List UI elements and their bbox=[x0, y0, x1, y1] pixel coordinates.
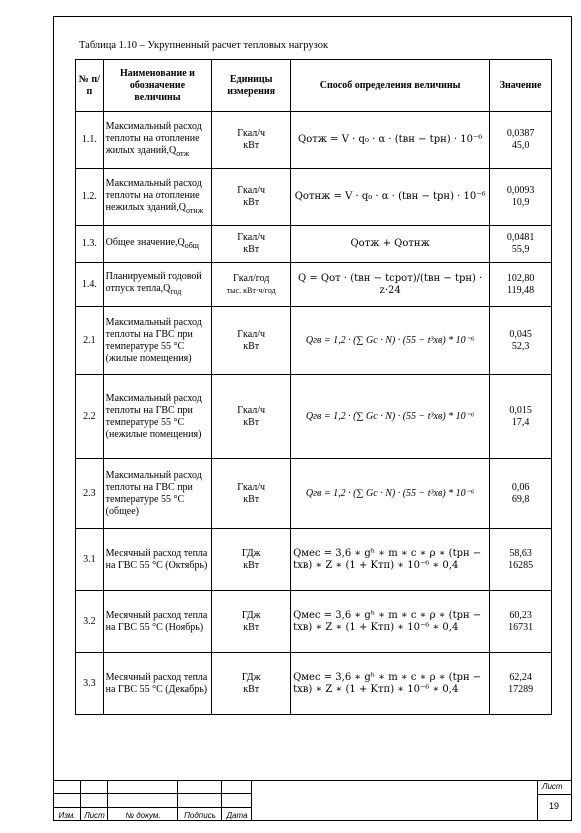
row-formula: Qмес = 3,6 ∗ gʰ ∗ m ∗ c ∗ ρ ∗ (tрн − tхв) ∗ Z ∗ (1 + Kтп) ∗ 10⁻⁶ ∗ 0,4 bbox=[291, 653, 490, 715]
row-unit: Гкал/ч кВт bbox=[212, 226, 291, 263]
table-row bbox=[76, 459, 552, 529]
row-formula: Qмес = 3,6 ∗ gʰ ∗ m ∗ c ∗ ρ ∗ (tрн − tхв) ∗ Z ∗ (1 + Kтп) ∗ 10⁻⁶ ∗ 0,4 bbox=[291, 591, 490, 653]
table-row bbox=[76, 375, 552, 459]
table-row bbox=[76, 112, 552, 169]
table-caption: Таблица 1.10 – Укрупненный расчет тепловых нагрузок bbox=[79, 40, 329, 51]
row-unit: ГДж кВт bbox=[212, 529, 291, 591]
stamp-date-label: Дата bbox=[226, 811, 248, 820]
row-value: 0,0481 55,9 bbox=[490, 226, 552, 263]
header-num: № п/п bbox=[76, 60, 104, 112]
title-block bbox=[53, 780, 572, 821]
row-formula: Qгв = 1,2 · (∑ Gс · N) · (55 − t³хв) * 10⁻⁶ bbox=[291, 375, 490, 459]
table-row bbox=[76, 263, 552, 307]
row-formula: Qотж = V · q₀ · α · (tвн − tрн) · 10⁻⁶ bbox=[291, 112, 490, 169]
stamp-doc-label: № докум. bbox=[125, 811, 161, 820]
table-row bbox=[76, 529, 552, 591]
row-unit: Гкал/ч кВт bbox=[212, 112, 291, 169]
row-name: Месячный расход тепла на ГВС 55 °С (Октябрь) bbox=[103, 529, 212, 591]
row-num: 1.1. bbox=[76, 112, 104, 169]
row-unit: Гкал/ч кВт bbox=[212, 169, 291, 226]
table-row bbox=[76, 307, 552, 375]
stamp-izm-label: Изм. bbox=[58, 811, 76, 820]
table-row bbox=[76, 169, 552, 226]
row-name: Максимальный расход теплоты на ГВС при температуре 55 °С (жилые помещения) bbox=[103, 307, 212, 375]
row-unit: Гкал/год тыс. кВт·ч/год bbox=[212, 263, 291, 307]
row-num: 3.3 bbox=[76, 653, 104, 715]
row-formula: Qгв = 1,2 · (∑ Gс · N) · (55 − t³хв) * 10⁻⁶ bbox=[291, 307, 490, 375]
row-unit: Гкал/ч кВт bbox=[212, 459, 291, 529]
row-value: 0,0387 45,0 bbox=[490, 112, 552, 169]
row-num: 3.2 bbox=[76, 591, 104, 653]
row-value: 62,24 17289 bbox=[490, 653, 552, 715]
row-unit: Гкал/ч кВт bbox=[212, 375, 291, 459]
row-name: Максимальный расход теплоты на ГВС при температуре 55 °С (нежилые помещения) bbox=[103, 375, 212, 459]
row-num: 1.3. bbox=[76, 226, 104, 263]
row-num: 1.4. bbox=[76, 263, 104, 307]
row-value: 102,80 119,48 bbox=[490, 263, 552, 307]
heat-load-table bbox=[75, 59, 552, 715]
table-row bbox=[76, 591, 552, 653]
row-num: 2.2 bbox=[76, 375, 104, 459]
row-num: 2.1 bbox=[76, 307, 104, 375]
row-formula: Q = Qот · (tвн − tсрот)/(tвн − tрн) · z·24 bbox=[291, 263, 490, 307]
row-name: Планируемый годовой отпуск $тепла,Q_{год}$ bbox=[103, 263, 212, 307]
row-name: Месячный расход тепла на ГВС 55 °С (Ноябрь) bbox=[103, 591, 212, 653]
row-unit: Гкал/ч кВт bbox=[212, 307, 291, 375]
row-formula: Qотнж = V · q₀ · α · (tвн − tрн) · 10⁻⁶ bbox=[291, 169, 490, 226]
row-value: 58,63 16285 bbox=[490, 529, 552, 591]
row-unit: ГДж кВт bbox=[212, 653, 291, 715]
header-value: Значение bbox=[490, 60, 552, 112]
header-name: Наименование и обозначение величины bbox=[103, 60, 212, 112]
row-value: 60,23 16731 bbox=[490, 591, 552, 653]
stamp-list-label: Лист bbox=[84, 811, 105, 820]
row-num: 3.1 bbox=[76, 529, 104, 591]
row-name: Максимальный расход теплоты на отопление жилых $зданий,Q_{отж}$ bbox=[103, 112, 212, 169]
row-formula: Qмес = 3,6 ∗ gʰ ∗ m ∗ c ∗ ρ ∗ (tрн − tхв) ∗ Z ∗ (1 + Kтп) ∗ 10⁻⁶ ∗ 0,4 bbox=[291, 529, 490, 591]
sheet-number: 19 bbox=[549, 801, 560, 811]
stamp-sign-label: Подпись bbox=[184, 811, 216, 820]
table-header-row bbox=[76, 60, 552, 112]
row-name: Месячный расход тепла на ГВС 55 °С (Декабрь) bbox=[103, 653, 212, 715]
table-row bbox=[76, 226, 552, 263]
header-method: Способ определения величины bbox=[291, 60, 490, 112]
row-formula: Qотж + Qотнж bbox=[291, 226, 490, 263]
row-value: 0,015 17,4 bbox=[490, 375, 552, 459]
row-value: 0,06 69,8 bbox=[490, 459, 552, 529]
sheet-label: Лист bbox=[542, 782, 563, 791]
row-name: Общее $значение,Q_{общ}$ bbox=[103, 226, 212, 263]
row-formula: Qгв = 1,2 · (∑ Gс · N) · (55 − t³хв) * 10⁻⁶ bbox=[291, 459, 490, 529]
row-value: 0,045 52,3 bbox=[490, 307, 552, 375]
row-num: 1.2. bbox=[76, 169, 104, 226]
table-row bbox=[76, 653, 552, 715]
row-unit: ГДж кВт bbox=[212, 591, 291, 653]
row-name: Максимальный расход теплоты на ГВС при температуре 55 °С (общее) bbox=[103, 459, 212, 529]
header-unit: Единицы измерения bbox=[212, 60, 291, 112]
row-value: 0,0093 10,9 bbox=[490, 169, 552, 226]
row-name: Максимальный расход теплоты на отопление нежилых $зданий,Q_{отнж}$ bbox=[103, 169, 212, 226]
row-num: 2.3 bbox=[76, 459, 104, 529]
